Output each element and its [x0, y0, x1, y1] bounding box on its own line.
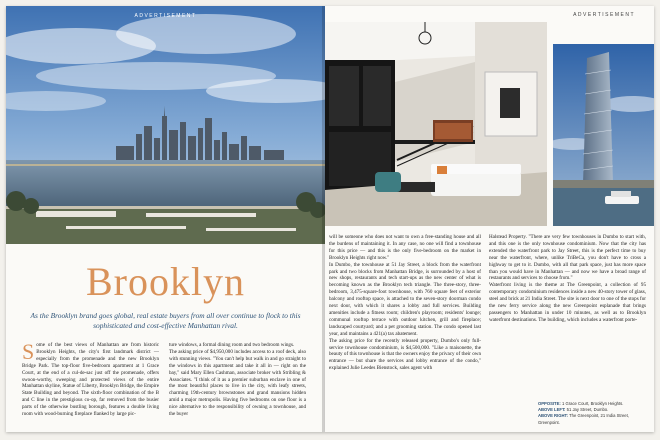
drop-cap: S [22, 342, 35, 364]
skyline-illustration [6, 6, 325, 244]
interior-photo [325, 22, 547, 226]
text-column-2: ture windows, a formal dining room and two bedroom wings. The asking price of $4,950,000 includes access to a roof deck, also with stunning views. "You can't help but walk in and go straight to the windows in this apartment and take it all in — right on the bay," said Mary Ellen Cashman, associate broker with Stribling & Associates. "I think of it as a premier suburban enclave in one of the most beautiful places to live in the city, with leafy streets, charming 19th-century brownstones and grand mansions hidden amid a major metropolis. Having five bedrooms on one floor is a nice alternative to the responsibility of owning a townhouse, and the buyer [169, 342, 306, 418]
article-title: Brooklyn [85, 259, 246, 304]
photo-credits [538, 401, 650, 426]
right-page [325, 6, 654, 432]
text-column-1 [22, 342, 159, 430]
text-column-3: will be someone who does not want to own a free-standing house and all the burdens of maintaining it. In any case, no one will find a townhouse for this price — and this is the only five-bedroom on the market in Brooklyn Heights right now." In Dumbo, the townhouse at 51 Jay Street, a block from the waterfront park and two blocks from Manhattan Bridge, is surrounded by a host of new shops, restaurants and tech start-ups as the new center of what is becoming known as the Brooklyn tech triangle. The three-story, three-bedroom, 3,475-square-foot townhouse, with 760 square feet of exterior balcony and rooftop space, is attached to the seven-story doorman condo next door, with which it shares a lobby and full services. Building amenities include a fitness room; children's playroom; residents' lounge; communal rooftop terrace with outdoor kitchen, grill and fireplace; landscaped courtyard; and a pet grooming station. The condo opened last year, and maintains a 421(a) tax abatement. The asking price for the recently released property, Dumbo's only full-service townhouse condominium, is $4,500,000. "Like a maisonette, the beauty of this townhouse is that the owners enjoy the privacy of their own entrance — but share the services and lobby entrance of the condo," explained Julie Leedes Bienstock, sales agent with [329, 234, 481, 372]
skyline-photo [6, 6, 325, 244]
article-deck: As the Brooklyn brand goes global, real estate buyers from all over continue to flock to this sophisticated and cost-effective Manhattan rival. [30, 311, 301, 330]
column-1-text: ome of the best views of Manhattan are from historic Brooklyn Heights, the city's first landmark district — especially from the promenade and the new Brooklyn Bridge Park. The top-floor five-bedroom apartment at 1 Grace Court, at the end of a cul-de-sac just off the promenade, offers swoon-worthy, sweeping and protected views of the entire Manhattan skyline, Statue of Liberty, Brooklyn Bridge, the Empire State Building and beyond. The sixth-floor combination of the B and C line in the prestigious co-op, far removed from the busier parts of the otherwise bustling borough, features a double living room with wood-burning fireplace flanked by large pic- [22, 342, 159, 418]
left-page [6, 6, 325, 432]
tower-illustration [553, 44, 654, 226]
advertisement-label-right: ADVERTISEMENT [573, 12, 635, 18]
credit-opposite: OPPOSITE: 1 Grace Court, Brooklyn Heights. [538, 401, 624, 406]
tower-photo [553, 44, 654, 226]
interior-illustration [325, 22, 547, 226]
text-column-4: Halstead Property. "There are very few townhouses in Dumbo to start with, and this one is the only townhouse condominium. Now that the city has extended the waterfront park to Jay Street, this is the perfect time to buy near the waterfront, where, unlike TriBeCa, you don't have to cross a highway to get to it. Dumbo, with all that park space, just has more space than you would have in Manhattan — and now we have a broad range of restaurants and services to choose from." Waterfront living is the theme at The Greenpoint, a collection of 95 contemporary condominium residences inside a new 40-story tower of glass, steel and brick at 21 India Street. The site is next door to one of the stops for the new ferry service along the new Greenpoint esplanade that brings passengers to Manhattan in under 10 minutes, as well as to Brooklyn waterfront destinations. The building, which includes a waterfront porte- [489, 234, 646, 323]
advertisement-label-left: ADVERTISEMENT [134, 13, 197, 19]
credit-above-left: ABOVE LEFT: 51 Jay Street, Dumbo. [538, 407, 609, 413]
credit-above-right: ABOVE RIGHT: The Greenpoint, 21 India Street, Greenpoint. [538, 413, 629, 425]
